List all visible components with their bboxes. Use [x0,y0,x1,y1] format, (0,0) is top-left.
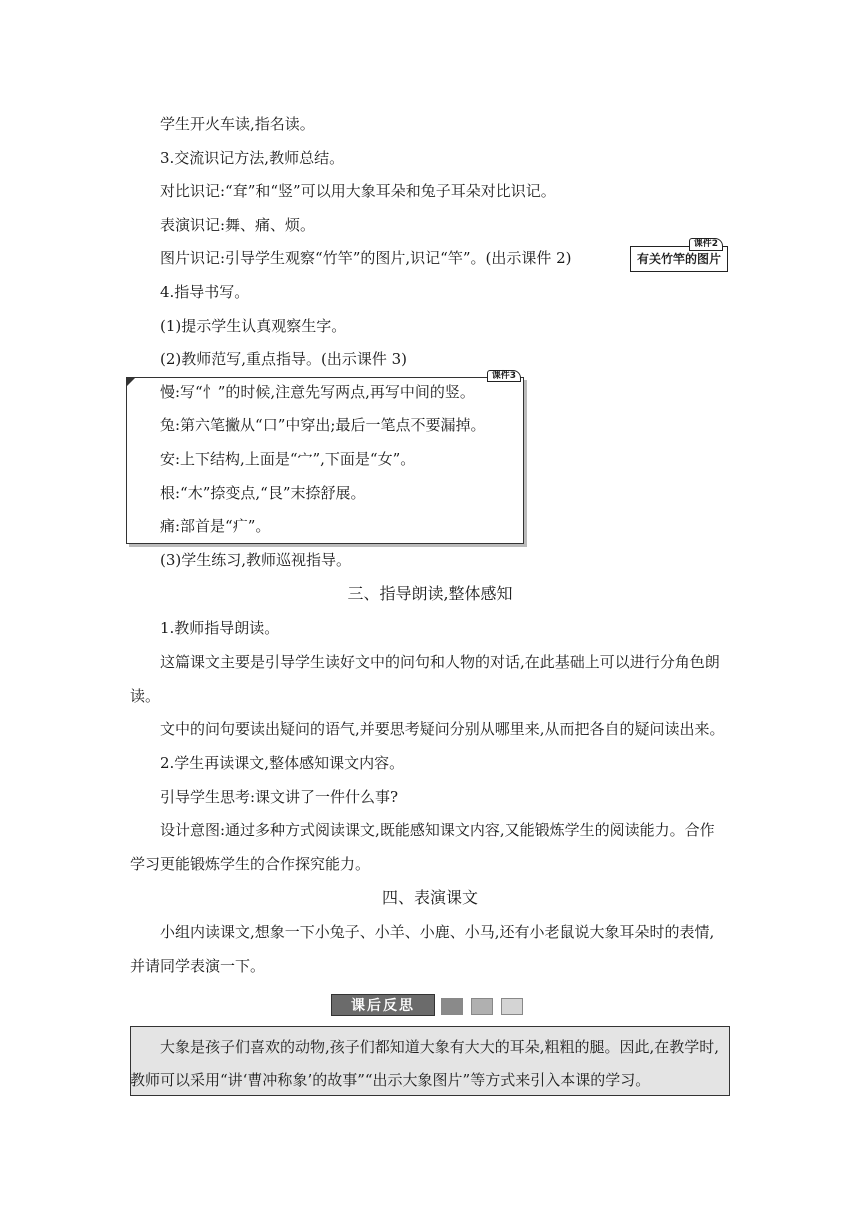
reflection-text: 教师可以采用“讲‘曹冲称象’的故事”“出示大象图片”等方式来引入本课的学习。 [130,1071,651,1089]
text-line: 学生开火车读,指名读。 [160,115,315,133]
text-line: 这篇课文主要是引导学生读好文中的问句和人物的对话,在此基础上可以进行分角色朗 [160,653,720,671]
writing-tip: 兔:第六笔撇从“口”中穿出;最后一笔点不要漏掉。 [160,416,486,434]
design-intent-line: 设计意图:通过多种方式阅读课文,既能感知课文内容,又能锻炼学生的阅读能力。合作 [160,821,715,839]
decor-square [501,998,523,1015]
writing-tip: 安:上下结构,上面是“宀”,下面是“女”。 [160,450,416,468]
writing-tip: 根:“木”捺变点,“艮”末捺舒展。 [160,484,366,502]
text-line: (2)教师范写,重点指导。(出示课件 3) [160,350,408,368]
decor-square [471,998,493,1015]
text-line: 文中的问句要读出疑问的语气,并要思考疑问分别从哪里来,从而把各自的疑问读出来。 [160,720,725,738]
design-intent-line: 学习更能锻炼学生的合作探究能力。 [130,855,371,873]
section-heading: 三、指导朗读,整体感知 [347,584,513,603]
text-line: 图片识记:引导学生观察“竹竿”的图片,识记“竿”。(出示课件 2) [160,249,572,267]
corner-mark [127,378,135,386]
text-line: 3.交流识记方法,教师总结。 [160,149,345,167]
courseware-3-label: 课件3 [487,370,521,382]
decor-square [441,998,463,1015]
reflection-text: 大象是孩子们喜欢的动物,孩子们都知道大象有大大的耳朵,粗粗的腿。因此,在教学时, [160,1038,720,1056]
courseware-2-tag [630,239,728,272]
text-line: 引导学生思考:课文讲了一件什么事? [160,788,399,806]
writing-tip: 慢:写“忄”的时候,注意先写两点,再写中间的竖。 [160,383,475,401]
text-line: (3)学生练习,教师巡视指导。 [160,551,352,569]
text-line: 读。 [130,687,161,705]
text-line: 1.教师指导朗读。 [160,619,280,637]
reflection-title: 课后反思 [331,994,435,1016]
text-line: 小组内读课文,想象一下小兔子、小羊、小鹿、小马,还有小老鼠说大象耳朵时的表情, [160,923,715,941]
text-line: 并请同学表演一下。 [130,957,266,975]
text-line: 对比识记:“耷”和“竖”可以用大象耳朵和兔子耳朵对比识记。 [160,182,556,200]
courseware-2-text: 有关竹竿的图片 [636,252,721,266]
text-line: 表演识记:舞、痛、烦。 [160,216,316,234]
writing-tip: 痛:部首是“疒”。 [160,517,271,535]
text-line: 2.学生再读课文,整体感知课文内容。 [160,754,405,772]
text-line: 4.指导书写。 [160,283,250,301]
courseware-2-label: 课件2 [689,238,723,251]
text-line: (1)提示学生认真观察生字。 [160,317,347,335]
section-heading: 四、表演课文 [381,888,478,907]
